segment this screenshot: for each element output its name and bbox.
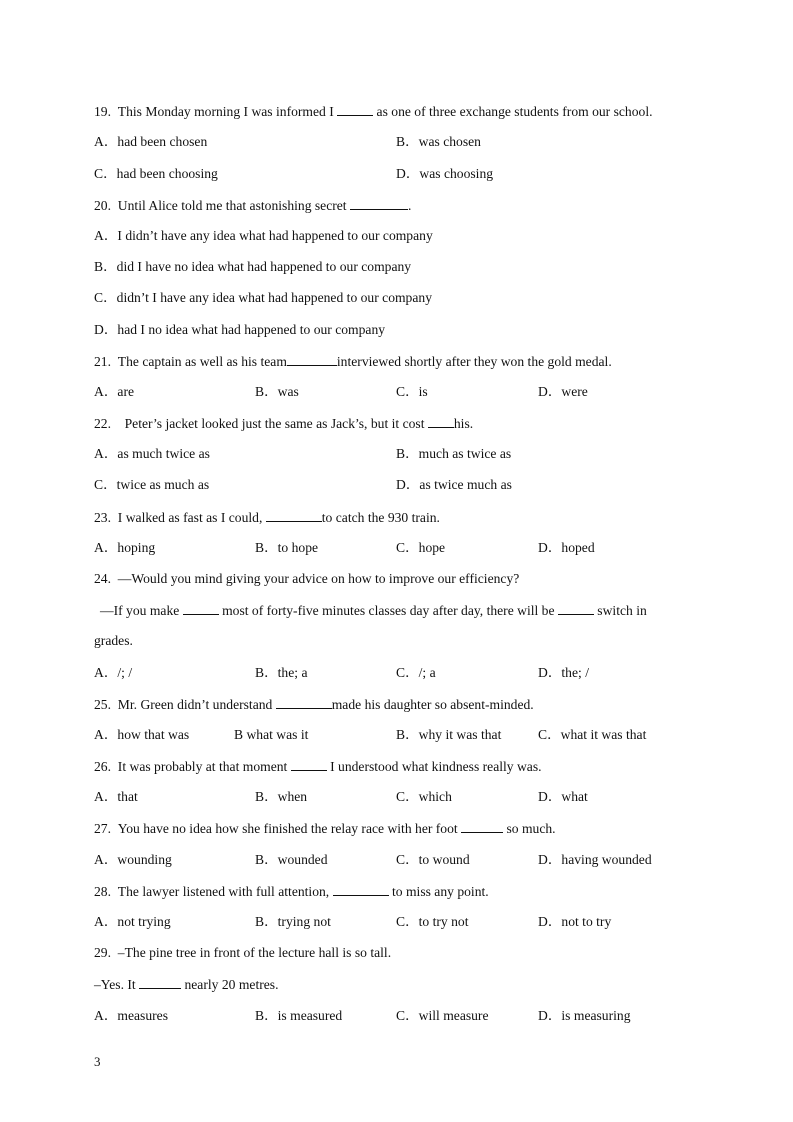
question-19-stem: 19. This Monday morning I was informed I as one of three exchange students from our school.	[94, 101, 699, 121]
answer-blank	[139, 974, 181, 989]
question-25-stem: 25. Mr. Green didn’t understand made his daughter so absent-minded.	[94, 694, 699, 714]
question-29-reply: –Yes. It nearly 20 metres.	[94, 974, 699, 994]
question-25-options	[94, 725, 699, 745]
option-c: B．why it was that	[396, 727, 502, 742]
option-c: C．is	[396, 384, 428, 399]
question-22-options-row-2	[94, 475, 699, 495]
option-c: C．didn’t I have any idea what had happened to our company	[94, 290, 432, 305]
option-c: C．will measure	[396, 1008, 489, 1023]
answer-blank	[558, 600, 594, 615]
question-19-options-row-1	[94, 132, 699, 152]
option-b: B．to hope	[255, 540, 319, 555]
option-a: A．how that was	[94, 727, 190, 742]
option-b: B．the; a	[255, 665, 308, 680]
option-a: A．had been chosen	[94, 134, 208, 149]
answer-blank	[461, 818, 503, 833]
option-b: B．trying not	[255, 914, 331, 929]
option-d: D．is measuring	[538, 1008, 631, 1023]
question-24-reply: —If you make most of forty-five minutes classes day after day, there will be switch in	[100, 600, 699, 620]
option-c: C．to wound	[396, 852, 470, 867]
question-20-stem: 20. Until Alice told me that astonishing secret .	[94, 195, 699, 215]
option-a: A．as much twice as	[94, 446, 210, 461]
option-d: D．as twice much as	[396, 477, 512, 492]
option-d: D．not to try	[538, 914, 612, 929]
answer-blank	[183, 600, 219, 615]
option-b: B．was chosen	[396, 134, 481, 149]
option-a: A．wounding	[94, 852, 172, 867]
option-d: D．what	[538, 789, 588, 804]
answer-blank	[337, 101, 373, 116]
question-24-stem: 24. —Would you mind giving your advice on how to improve our efficiency?	[94, 571, 520, 586]
answer-blank	[266, 507, 322, 522]
option-c: C．which	[396, 789, 452, 804]
option-c: C．hope	[396, 540, 446, 555]
option-a: A．not trying	[94, 914, 171, 929]
question-28-stem: 28. The lawyer listened with full attention, to miss any point.	[94, 881, 699, 901]
question-22-options-row-1	[94, 444, 699, 464]
question-19-options-row-2	[94, 164, 699, 184]
question-24-reply-continued: grades.	[94, 633, 133, 648]
question-24-options	[94, 663, 699, 683]
answer-blank	[291, 756, 327, 771]
question-26-options	[94, 787, 699, 807]
option-b: B．did I have no idea what had happened to our company	[94, 259, 412, 274]
option-b: B．was	[255, 384, 299, 399]
option-d: D．was choosing	[396, 166, 494, 181]
answer-blank	[287, 351, 337, 366]
option-a: A．are	[94, 384, 135, 399]
question-29-stem: 29. –The pine tree in front of the lecture hall is so tall.	[94, 945, 392, 960]
question-23-options	[94, 538, 699, 558]
question-27-options	[94, 850, 699, 870]
option-a: A．/; /	[94, 665, 133, 680]
option-d: D．had I no idea what had happened to our company	[94, 322, 386, 337]
option-b: B．is measured	[255, 1008, 343, 1023]
option-d: C．what it was that	[538, 727, 647, 742]
option-a: A．measures	[94, 1008, 168, 1023]
option-b: B．much as twice as	[396, 446, 512, 461]
question-21-options	[94, 382, 699, 402]
question-28-options	[94, 912, 699, 932]
option-c: C．had been choosing	[94, 166, 218, 181]
option-a: A．hoping	[94, 540, 156, 555]
question-23-stem: 23. I walked as fast as I could, to catch the 930 train.	[94, 507, 699, 527]
option-a: A．that	[94, 789, 138, 804]
option-b: B．when	[255, 789, 308, 804]
answer-blank	[333, 881, 389, 896]
question-29-options	[94, 1006, 699, 1026]
option-c: C．/; a	[396, 665, 436, 680]
option-a: A．I didn’t have any idea what had happened to our company	[94, 228, 433, 243]
option-d: D．the; /	[538, 665, 589, 680]
option-c: C．twice as much as	[94, 477, 210, 492]
option-d: D．were	[538, 384, 588, 399]
question-22-stem: 22. Peter’s jacket looked just the same as Jack’s, but it cost his.	[94, 413, 699, 433]
answer-blank	[350, 195, 408, 210]
answer-blank	[276, 694, 332, 709]
option-c: C．to try not	[396, 914, 469, 929]
option-b: B what was it	[234, 727, 309, 742]
page-number: 3	[94, 1054, 101, 1069]
question-21-stem: 21. The captain as well as his team interviewed shortly after they won the gold medal.	[94, 351, 699, 371]
question-26-stem: 26. It was probably at that moment I understood what kindness really was.	[94, 756, 699, 776]
answer-blank	[428, 413, 454, 428]
option-d: D．having wounded	[538, 852, 652, 867]
option-b: B．wounded	[255, 852, 328, 867]
option-d: D．hoped	[538, 540, 595, 555]
question-27-stem: 27. You have no idea how she finished the relay race with her foot so much.	[94, 818, 699, 838]
